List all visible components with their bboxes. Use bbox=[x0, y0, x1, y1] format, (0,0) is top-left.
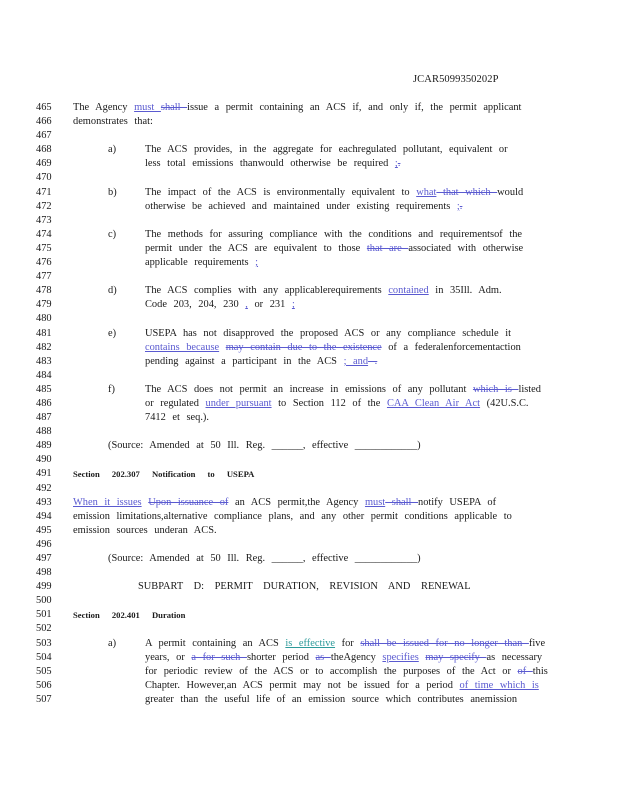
deleted-text: that which bbox=[436, 186, 498, 198]
item-label: a) bbox=[108, 144, 117, 156]
text-segment: Section 202.401 Duration bbox=[73, 610, 186, 621]
deleted-text: a for such bbox=[191, 651, 247, 663]
line-number: 479 bbox=[36, 299, 52, 311]
line-number: 504 bbox=[36, 651, 52, 663]
document-line bbox=[0, 383, 618, 397]
text-segment: listed bbox=[518, 383, 541, 395]
document-line bbox=[0, 186, 618, 200]
line-text bbox=[145, 157, 400, 171]
line-number: 493 bbox=[36, 496, 52, 508]
document-line bbox=[0, 566, 618, 580]
text-segment: The ACS provides, in the aggregate for eachregulated pollutant, equivalent or bbox=[145, 144, 508, 156]
deleted-text: as bbox=[315, 651, 331, 663]
item-label: e) bbox=[108, 327, 117, 339]
document-line bbox=[0, 214, 618, 228]
text-segment: (Source: Amended at 50 Ill. Reg. ______, effective ____________) bbox=[108, 553, 421, 564]
line-number: 501 bbox=[36, 609, 52, 621]
inserted-text: must bbox=[364, 496, 386, 508]
text-segment: Section 202.307 Notification to USEPA bbox=[73, 469, 255, 480]
document-line bbox=[0, 622, 618, 636]
text-segment: The ACS does not permit an increase in emissions of any pollutant bbox=[145, 383, 473, 395]
text-segment: shorter period bbox=[246, 651, 316, 663]
document-line bbox=[0, 439, 618, 453]
line-text bbox=[145, 665, 548, 679]
document-line bbox=[0, 608, 618, 622]
inserted-text: specifies bbox=[382, 651, 419, 663]
text-segment: 7412 et seq.). bbox=[145, 412, 209, 424]
inserted-text: is effective bbox=[285, 637, 336, 649]
line-number: 506 bbox=[36, 679, 52, 691]
inserted-text: CAA Clean Air Act bbox=[386, 397, 481, 409]
text-segment: Code 203, 204, 230 bbox=[145, 299, 246, 311]
item-label: f) bbox=[108, 383, 115, 395]
deleted-text: . bbox=[397, 158, 401, 170]
document-line bbox=[0, 397, 618, 411]
text-segment: associated with otherwise bbox=[408, 242, 524, 254]
inserted-text: , bbox=[245, 299, 248, 311]
document-line bbox=[0, 157, 618, 171]
document-line bbox=[0, 679, 618, 693]
text-segment: emission sources underan ACS. bbox=[73, 524, 217, 536]
text-segment: Chapter. However,an ACS permit may not be issued for a period bbox=[145, 679, 460, 691]
line-text bbox=[108, 439, 421, 453]
line-text bbox=[145, 383, 541, 397]
line-text bbox=[145, 679, 539, 693]
subpart-heading bbox=[138, 580, 471, 594]
line-text bbox=[145, 327, 511, 341]
document-line bbox=[0, 270, 618, 284]
document-line bbox=[0, 411, 618, 425]
line-number: 468 bbox=[36, 144, 52, 156]
document-line bbox=[0, 453, 618, 467]
text-segment: (42U.S.C. bbox=[480, 397, 529, 409]
document-line bbox=[0, 129, 618, 143]
deleted-text: Upon issuance of bbox=[148, 496, 229, 508]
line-number: 500 bbox=[36, 595, 52, 607]
deleted-text: shall be issued for no longer than bbox=[360, 637, 529, 649]
line-number: 503 bbox=[36, 637, 52, 649]
line-number: 491 bbox=[36, 468, 52, 480]
text-segment: otherwise be achieved and maintained under existing requirements bbox=[145, 200, 457, 212]
document-line bbox=[0, 312, 618, 326]
line-text bbox=[145, 411, 209, 425]
line-number: 486 bbox=[36, 397, 52, 409]
line-number: 477 bbox=[36, 271, 52, 283]
text-segment: emission limitations,alternative compliance plans, and any other permit conditions applicable to bbox=[73, 510, 512, 522]
line-text bbox=[145, 397, 529, 411]
text-segment: less total emissions thanwould otherwise be required bbox=[145, 158, 395, 170]
line-number: 492 bbox=[36, 482, 52, 494]
line-text bbox=[145, 637, 545, 651]
text-segment: five bbox=[528, 637, 546, 649]
document-line bbox=[0, 327, 618, 341]
text-segment: notify USEPA of bbox=[418, 496, 497, 508]
item-label: b) bbox=[108, 186, 117, 198]
line-text bbox=[145, 651, 542, 665]
document-id-header: JCAR5099350202P bbox=[413, 74, 499, 85]
document-line bbox=[0, 496, 618, 510]
line-number: 483 bbox=[36, 355, 52, 367]
line-number: 482 bbox=[36, 341, 52, 353]
document-line bbox=[0, 200, 618, 214]
text-segment: of a federalenforcementaction bbox=[381, 341, 521, 353]
text-segment: or regulated bbox=[145, 397, 206, 409]
document-body bbox=[0, 101, 618, 707]
line-number: 494 bbox=[36, 510, 52, 522]
text-segment: or 231 bbox=[247, 299, 292, 311]
line-number: 496 bbox=[36, 538, 52, 550]
text-segment: The methods for assuring compliance with the conditions and requirementsof the bbox=[145, 228, 523, 240]
deleted-text: of bbox=[517, 665, 533, 677]
text-segment: (Source: Amended at 50 Ill. Reg. ______, effective ____________) bbox=[108, 440, 421, 452]
line-text bbox=[108, 552, 421, 566]
line-number: 472 bbox=[36, 200, 52, 212]
text-segment: years, or bbox=[145, 651, 192, 663]
line-text bbox=[145, 355, 377, 369]
section-heading bbox=[73, 467, 254, 482]
line-text bbox=[145, 284, 502, 298]
document-line bbox=[0, 115, 618, 129]
line-number: 498 bbox=[36, 567, 52, 579]
line-number: 465 bbox=[36, 102, 52, 113]
line-text bbox=[145, 298, 295, 312]
line-number: 471 bbox=[36, 186, 52, 198]
inserted-text: When it issues bbox=[73, 496, 142, 508]
section-heading bbox=[73, 608, 185, 623]
inserted-text: contains because bbox=[145, 341, 220, 353]
text-segment: issue a permit containing an ACS if, and only if, the permit applicant bbox=[187, 102, 522, 113]
document-line bbox=[0, 425, 618, 439]
document-line bbox=[0, 298, 618, 312]
text-segment: The ACS complies with any applicablerequirements bbox=[145, 285, 389, 297]
line-number: 502 bbox=[36, 623, 52, 635]
line-text bbox=[73, 101, 521, 115]
line-number: 484 bbox=[36, 369, 52, 381]
document-line bbox=[0, 228, 618, 242]
item-label: d) bbox=[108, 285, 117, 297]
inserted-text: what bbox=[416, 186, 437, 198]
document-line bbox=[0, 524, 618, 538]
line-number: 478 bbox=[36, 285, 52, 297]
deleted-text: may contain due to the existence bbox=[225, 341, 382, 353]
inserted-text: ; and bbox=[343, 355, 369, 367]
inserted-text: ; bbox=[394, 158, 398, 170]
line-text bbox=[145, 186, 523, 200]
line-number: 476 bbox=[36, 257, 52, 269]
document-line bbox=[0, 637, 618, 651]
text-segment: as necessary bbox=[486, 651, 543, 663]
document-line bbox=[0, 538, 618, 552]
line-number: 485 bbox=[36, 383, 52, 395]
text-segment: demonstrates that: bbox=[73, 116, 153, 128]
text-segment: for periodic review of the ACS or to accomplish the purposes of the Act or bbox=[145, 665, 518, 677]
line-number: 505 bbox=[36, 665, 52, 677]
line-number: 474 bbox=[36, 228, 52, 240]
line-text bbox=[145, 256, 258, 270]
document-line bbox=[0, 242, 618, 256]
line-number: 499 bbox=[36, 581, 52, 593]
line-number: 487 bbox=[36, 412, 52, 424]
document-line bbox=[0, 594, 618, 608]
line-text bbox=[145, 242, 523, 256]
line-text bbox=[73, 524, 217, 538]
line-text bbox=[145, 143, 508, 157]
inserted-text: ; bbox=[291, 299, 295, 311]
text-segment: an ACS permit,the Agency bbox=[228, 496, 365, 508]
inserted-text: ; bbox=[456, 200, 460, 212]
text-segment: this bbox=[532, 665, 548, 677]
inserted-text: under pursuant bbox=[205, 397, 272, 409]
line-number: 481 bbox=[36, 327, 52, 339]
document-line bbox=[0, 369, 618, 383]
line-number: 469 bbox=[36, 158, 52, 170]
item-label: a) bbox=[108, 637, 117, 649]
line-text bbox=[73, 115, 153, 129]
line-text bbox=[73, 496, 496, 510]
text-segment bbox=[219, 342, 226, 353]
deleted-text: shall bbox=[385, 496, 419, 508]
document-line bbox=[0, 482, 618, 496]
inserted-text: must bbox=[134, 102, 161, 113]
document-line bbox=[0, 341, 618, 355]
line-number: 507 bbox=[36, 693, 52, 705]
line-number: 489 bbox=[36, 440, 52, 452]
text-segment: SUBPART D: PERMIT DURATION, REVISION AND RENEWAL bbox=[138, 581, 471, 593]
line-number: 490 bbox=[36, 454, 52, 466]
item-label: c) bbox=[108, 228, 117, 240]
line-number: 495 bbox=[36, 524, 52, 536]
line-number: 475 bbox=[36, 242, 52, 254]
text-segment: would bbox=[497, 186, 524, 198]
text-segment: in 35Ill. Adm. bbox=[428, 285, 502, 297]
line-text bbox=[145, 200, 462, 214]
document-line bbox=[0, 651, 618, 665]
text-segment: applicable requirements bbox=[145, 257, 256, 269]
text-segment: The Agency bbox=[73, 102, 135, 113]
text-segment: pending against a participant in the ACS bbox=[145, 355, 344, 367]
document-line bbox=[0, 552, 618, 566]
line-text bbox=[145, 228, 522, 242]
deleted-text: may specify bbox=[425, 651, 487, 663]
document-line bbox=[0, 101, 618, 115]
inserted-text: of time which is bbox=[459, 679, 539, 691]
deleted-text: . bbox=[368, 355, 378, 367]
line-number: 480 bbox=[36, 313, 52, 325]
deleted-text: . bbox=[459, 200, 463, 212]
text-segment: The impact of the ACS is environmentally equivalent to bbox=[145, 186, 417, 198]
text-segment: USEPA has not disapproved the proposed ACS or any compliance schedule it bbox=[145, 327, 511, 339]
document-line bbox=[0, 256, 618, 270]
text-segment: for bbox=[335, 637, 361, 649]
line-number: 470 bbox=[36, 172, 52, 184]
document-line bbox=[0, 467, 618, 481]
document-line bbox=[0, 143, 618, 157]
document-line bbox=[0, 171, 618, 185]
line-text bbox=[145, 693, 517, 707]
deleted-text: shall bbox=[160, 102, 188, 113]
document-line bbox=[0, 580, 618, 594]
inserted-text: contained bbox=[388, 285, 429, 297]
document-line bbox=[0, 355, 618, 369]
inserted-text: ; bbox=[255, 257, 259, 269]
line-number: 473 bbox=[36, 214, 52, 226]
text-segment: A permit containing an ACS bbox=[145, 637, 286, 649]
text-segment: theAgency bbox=[330, 651, 383, 663]
deleted-text: that are bbox=[366, 242, 409, 254]
document-line bbox=[0, 510, 618, 524]
text-segment: greater than the useful life of an emission source which contributes anemission bbox=[145, 693, 518, 705]
document-line bbox=[0, 665, 618, 679]
document-line bbox=[0, 693, 618, 707]
line-number: 497 bbox=[36, 553, 52, 564]
document-line bbox=[0, 284, 618, 298]
text-segment: to Section 112 of the bbox=[271, 397, 387, 409]
deleted-text: which is bbox=[472, 383, 519, 395]
line-text bbox=[73, 510, 512, 524]
text-segment: permit under the ACS are equivalent to those bbox=[145, 242, 367, 254]
line-number: 488 bbox=[36, 426, 52, 438]
line-number: 466 bbox=[36, 116, 52, 128]
line-text bbox=[145, 341, 521, 355]
line-number: 467 bbox=[36, 130, 52, 142]
